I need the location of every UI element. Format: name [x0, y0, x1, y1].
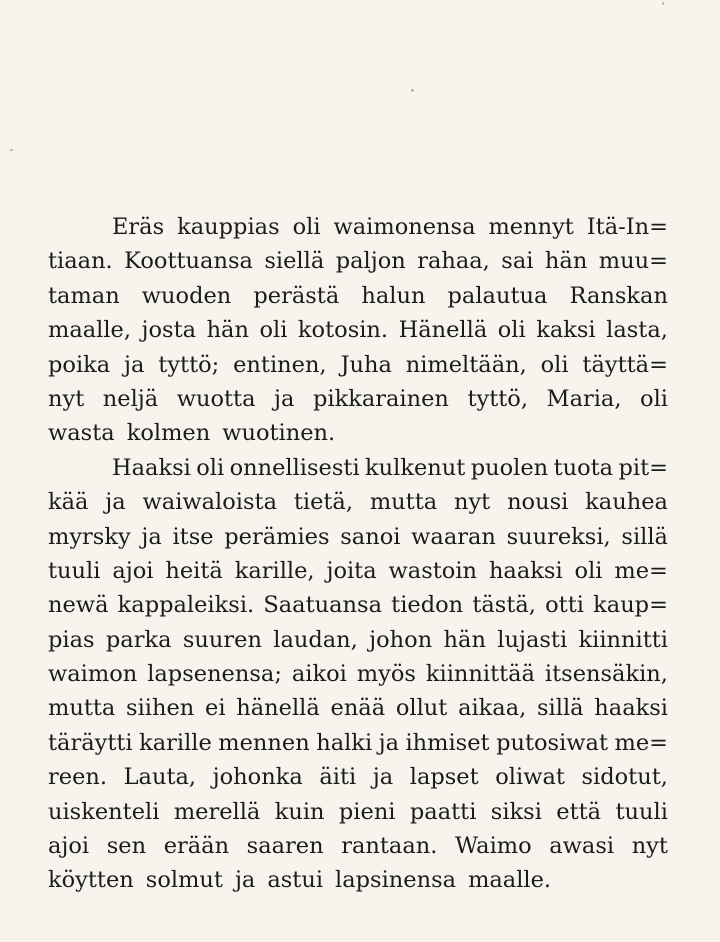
- text-line: [48, 416, 668, 450]
- word: tietä,: [293, 489, 353, 516]
- word: solmut: [145, 867, 223, 894]
- word: enää: [330, 695, 386, 722]
- word: että: [556, 798, 602, 825]
- word: nimeltään,: [405, 351, 527, 378]
- word: ei: [205, 695, 226, 722]
- word: oli: [196, 454, 225, 481]
- word: parka: [105, 626, 172, 653]
- word: kolmen: [126, 420, 211, 447]
- word: joita: [326, 557, 377, 584]
- word: sai: [501, 248, 534, 275]
- word: kauhea: [585, 489, 668, 516]
- paper-speck: [411, 89, 414, 92]
- word: maalle.: [468, 867, 552, 894]
- word: hän: [206, 317, 249, 344]
- word: poika: [48, 351, 111, 378]
- word: reen.: [48, 764, 108, 791]
- word: taman: [48, 282, 120, 309]
- word: Juha: [340, 351, 392, 378]
- word: halki: [316, 729, 373, 756]
- text-line: [48, 795, 668, 829]
- word: haaksi: [594, 695, 668, 722]
- word: johonka: [212, 764, 303, 791]
- text-line: [48, 588, 668, 622]
- word: tuuli: [615, 798, 668, 825]
- text-line: [48, 451, 668, 485]
- text-line: [48, 520, 668, 554]
- word: karille,: [234, 557, 315, 584]
- word: awasi: [549, 833, 615, 860]
- word: ihmiset: [405, 729, 490, 756]
- word: kiinnitti: [578, 626, 668, 653]
- word: pit=: [618, 454, 668, 481]
- word: wuotta: [176, 385, 256, 412]
- word: sillä: [537, 695, 584, 722]
- word: karille: [139, 729, 212, 756]
- word: mutta: [369, 489, 438, 516]
- word: kuin: [274, 798, 325, 825]
- word: oli: [640, 385, 668, 412]
- word: Maria,: [546, 385, 622, 412]
- word: Saatuansa: [263, 592, 382, 619]
- text-line: [48, 863, 668, 897]
- text-line: [48, 726, 668, 760]
- word: pias: [48, 626, 95, 653]
- word: köytten: [48, 867, 134, 894]
- word: Itä-In=: [586, 214, 668, 240]
- word: tuota: [553, 454, 614, 481]
- word: oli: [540, 351, 569, 378]
- word: oli: [292, 214, 321, 240]
- word: ja: [274, 385, 295, 412]
- word: wuotinen.: [222, 420, 336, 447]
- text-line: [48, 244, 668, 278]
- text-line: [48, 279, 668, 313]
- word: nyt: [631, 833, 668, 860]
- word: tyttö,: [467, 385, 528, 412]
- word: paljon: [335, 248, 406, 275]
- word: wasta: [48, 420, 115, 447]
- word: Eräs: [112, 214, 165, 240]
- word: halun: [361, 282, 426, 309]
- word: paatti: [409, 798, 477, 825]
- word: rantaan.: [341, 833, 438, 860]
- word: hän: [544, 248, 588, 275]
- word: haaksi: [488, 557, 563, 584]
- word: pieni: [338, 798, 396, 825]
- word: sillä: [621, 523, 668, 550]
- body-text: [48, 210, 668, 898]
- text-line: [48, 691, 668, 725]
- word: nyt: [48, 385, 85, 412]
- word: otti: [545, 592, 584, 619]
- word: mennyt: [488, 214, 574, 240]
- word: ja: [124, 351, 145, 378]
- word: muu=: [598, 248, 668, 275]
- word: me=: [614, 557, 668, 584]
- word: saaren: [246, 833, 324, 860]
- word: suureksi,: [506, 523, 611, 550]
- word: ja: [378, 729, 399, 756]
- word: lujasti: [497, 626, 568, 653]
- word: äiti: [319, 764, 357, 791]
- word: siellä: [264, 248, 325, 275]
- text-line: [48, 382, 668, 416]
- word: myrsky: [48, 523, 131, 550]
- word: palautua: [447, 282, 548, 309]
- word: Waimo: [454, 833, 532, 860]
- word: me=: [614, 729, 668, 756]
- word: täyttä=: [582, 351, 668, 378]
- word: siksi: [490, 798, 542, 825]
- word: entinen,: [233, 351, 327, 378]
- word: Lauta,: [123, 764, 197, 791]
- word: ja: [234, 867, 256, 894]
- word: wastoin: [388, 557, 478, 584]
- word: lasta,: [606, 317, 668, 344]
- word: oli: [574, 557, 603, 584]
- word: aikoi: [291, 661, 347, 688]
- word: merellä: [173, 798, 261, 825]
- word: hän: [443, 626, 486, 653]
- word: nyt: [453, 489, 491, 516]
- word: suuren: [182, 626, 262, 653]
- word: erään: [163, 833, 230, 860]
- text-line: [48, 485, 668, 519]
- word: tuuli: [48, 557, 101, 584]
- word: sanoi: [340, 523, 401, 550]
- word: Ranskan: [569, 282, 668, 309]
- word: maalle,: [48, 317, 132, 344]
- word: ajoi: [48, 833, 90, 860]
- word: putosiwat: [496, 729, 609, 756]
- word: onnellisesti: [229, 454, 360, 481]
- word: oliwat: [495, 764, 565, 791]
- word: mutta: [48, 695, 116, 722]
- word: kauppias: [177, 214, 280, 240]
- word: oli: [497, 317, 526, 344]
- word: astui: [267, 867, 324, 894]
- word: laudan,: [273, 626, 358, 653]
- word: Koottuansa: [124, 248, 253, 275]
- word: perästä: [253, 282, 340, 309]
- word: tiaan.: [48, 248, 113, 275]
- text-line: [48, 760, 668, 794]
- word: hänellä: [236, 695, 320, 722]
- word: waaran: [411, 523, 496, 550]
- word: josta: [141, 317, 197, 344]
- word: oli: [259, 317, 288, 344]
- word: tästä,: [472, 592, 536, 619]
- word: täräytti: [48, 729, 133, 756]
- word: tyttö;: [158, 351, 220, 378]
- text-line: [48, 348, 668, 382]
- word: Haaksi: [112, 454, 191, 481]
- word: kotosin.: [297, 317, 389, 344]
- text-line: [48, 210, 668, 244]
- word: kaup=: [593, 592, 668, 619]
- word: tiedon: [391, 592, 464, 619]
- text-line: [48, 657, 668, 691]
- text-line: [48, 313, 668, 347]
- word: nousi: [507, 489, 569, 516]
- word: waimon: [48, 661, 138, 688]
- word: puolen: [470, 454, 549, 481]
- word: ja: [141, 523, 162, 550]
- word: rahaa,: [417, 248, 490, 275]
- word: newä: [48, 592, 109, 619]
- word: sidotut,: [581, 764, 668, 791]
- word: aikaa,: [458, 695, 527, 722]
- word: lapsenensa;: [147, 661, 282, 688]
- word: johon: [369, 626, 433, 653]
- word: mennen: [218, 729, 310, 756]
- word: kappaleiksi.: [117, 592, 255, 619]
- word: uiskenteli: [48, 798, 160, 825]
- word: Hänellä: [398, 317, 488, 344]
- word: siihen: [126, 695, 195, 722]
- word: ja: [105, 489, 126, 516]
- word: wuoden: [141, 282, 232, 309]
- word: ajoi: [112, 557, 154, 584]
- word: waiwaloista: [142, 489, 277, 516]
- word: pikkarainen: [312, 385, 449, 412]
- text-line: [48, 829, 668, 863]
- word: ollut: [395, 695, 448, 722]
- word: heitä: [165, 557, 223, 584]
- text-line: [48, 623, 668, 657]
- paper-speck: [662, 2, 664, 5]
- paper-speck: [10, 149, 13, 151]
- word: myös: [356, 661, 416, 688]
- word: neljä: [102, 385, 159, 412]
- word: itse: [172, 523, 214, 550]
- word: itsensäkin,: [544, 661, 668, 688]
- word: waimonensa: [333, 214, 476, 240]
- word: ja: [372, 764, 394, 791]
- word: kää: [48, 489, 89, 516]
- word: kiinnittää: [425, 661, 535, 688]
- word: kulkenut: [365, 454, 466, 481]
- word: sen: [106, 833, 147, 860]
- word: lapsinensa: [335, 867, 457, 894]
- word: perämies: [224, 523, 330, 550]
- word: lapset: [409, 764, 479, 791]
- text-line: [48, 554, 668, 588]
- word: kaksi: [536, 317, 596, 344]
